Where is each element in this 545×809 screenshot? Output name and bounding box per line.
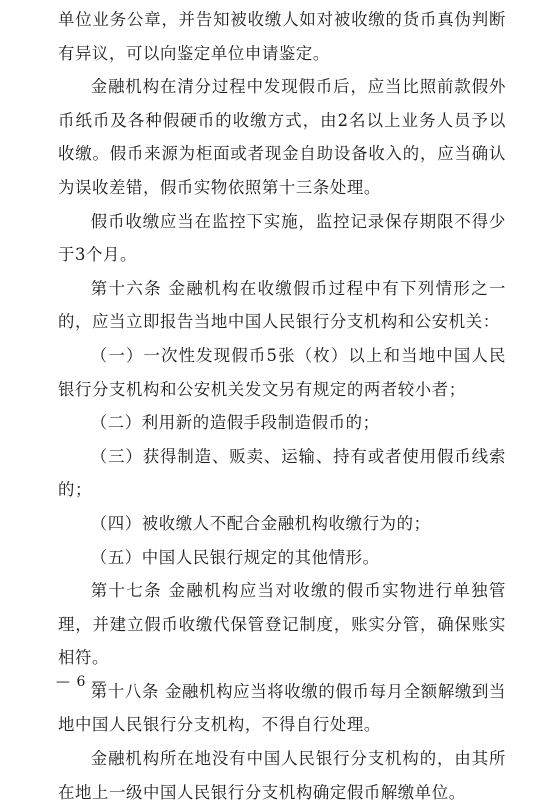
article-16-item-4: （四）被收缴人不配合金融机构收缴行为的； (90, 513, 431, 533)
article-16-item-5: （五）中国人民银行规定的其他情形。 (90, 547, 380, 567)
article-16: 第十六条 金融机构在收缴假币过程中有下列情形之一的，应当立即报告当地中国人民银行分支机构和公安机关： (58, 278, 506, 332)
article-17: 第十七条 金融机构应当对收缴的假币实物进行单独管理，并建立假币收缴代保管登记制度，账实分管，确保账实相符。 (58, 581, 506, 668)
paragraph-clearing-counterfeit: 金融机构在清分过程中发现假币后，应当比照前款假外币纸币及各种假硬币的收缴方式，由2名以上业务人员予以收缴。假币来源为柜面或者现金自助设备收入的，应当确认为误收差错，假币实物依照第十三条处理。 (58, 77, 506, 197)
document-body (58, 3, 506, 809)
article-16-item-2: （二）利用新的造假手段制造假币的； (90, 413, 380, 433)
page-number: — 6 — (56, 674, 107, 690)
article-16-item-3: （三）获得制造、贩卖、运输、持有或者使用假币线索的； (58, 446, 506, 500)
article-16-item-1: （一）一次性发现假币5张（枚）以上和当地中国人民银行分支机构和公安机关发文另有规定的两者较小者； (58, 345, 506, 399)
paragraph-no-branch: 金融机构所在地没有中国人民银行分支机构的，由其所在地上一级中国人民银行分支机构确定假币解缴单位。 (58, 749, 506, 802)
paragraph-monitoring: 假币收缴应当在监控下实施，监控记录保存期限不得少于3个月。 (58, 211, 506, 265)
paragraph-continuation: 单位业务公章，并告知被收缴人如对被收缴的货币真伪判断有异议，可以向鉴定单位申请鉴定。 (58, 10, 506, 63)
article-18: 第十八条 金融机构应当将收缴的假币每月全额解缴到当地中国人民银行分支机构，不得自行处理。 (58, 681, 506, 735)
